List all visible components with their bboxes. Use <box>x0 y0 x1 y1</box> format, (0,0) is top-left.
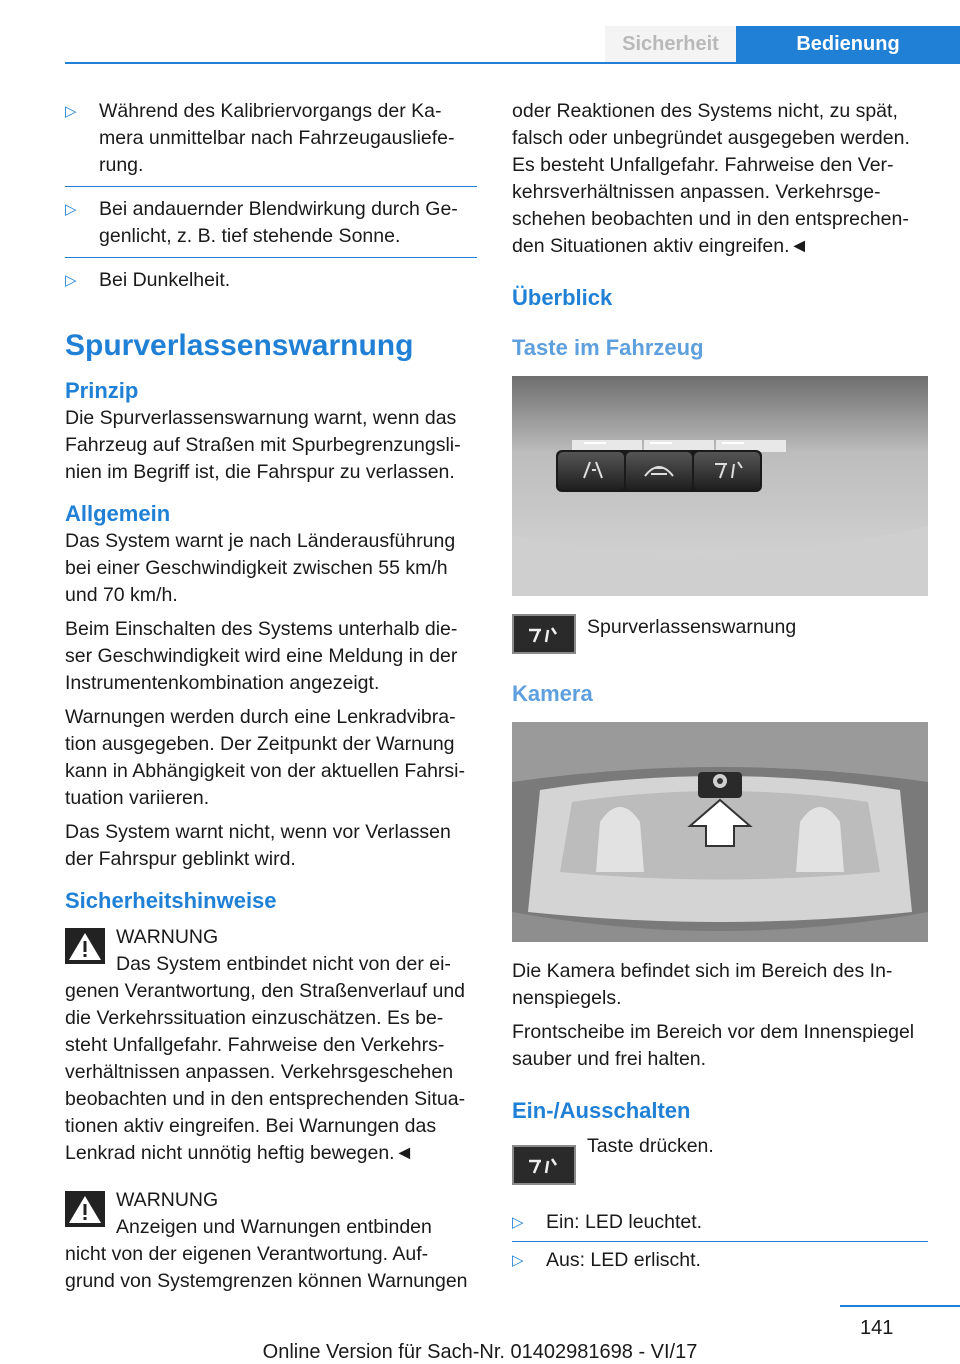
warning-box <box>65 1187 477 1295</box>
list-item <box>65 196 477 250</box>
list-item <box>65 267 477 294</box>
list-item <box>65 98 477 179</box>
section-heading-sicherheitshinweise: Sicherheitshinweise <box>65 888 277 913</box>
warning-text: nicht von der eigenen Verantwortung. Auf‐ grund von Systemgrenzen können Warnungen <box>65 1243 468 1292</box>
list-item-text: Ein: LED leuchtet. <box>546 1211 703 1233</box>
triangle-bullet-icon: ▷ <box>512 1252 524 1269</box>
camera-text: Die Kamera befindet sich im Bereich des In‐ nenspiegels. <box>512 960 893 1009</box>
divider <box>65 257 477 258</box>
onoff-row <box>512 1133 928 1185</box>
warning-triangle-icon <box>65 1191 105 1227</box>
warning-text: genen Verantwortung, den Straßenverlauf und die Verkehrssituation einzuschätzen. Es be‐ steht Unfallgefahr. Fahrweise den Verkehrs‐ verhältnissen anpassen. Verkehrsgeschehen beobachten und in den entsprechenden Situa‐ tionen aktiv eingreifen. Bei Warnungen das Lenkrad nicht unnötig heftig bewegen.◄ <box>65 980 466 1164</box>
subheading-kamera: Kamera <box>512 681 593 706</box>
tab-sicherheit[interactable]: Sicherheit <box>605 26 736 62</box>
lane-departure-button-icon <box>512 614 576 654</box>
list-item <box>512 1247 928 1274</box>
principle-text: Die Spurverlassenswarnung warnt, wenn das Fahrzeug auf Straßen mit Spurbegrenzungsli‐ nien im Begriff ist, die Fahrspur zu verlassen. <box>65 407 461 483</box>
warning-box <box>65 924 477 1167</box>
button-caption-row <box>512 614 928 654</box>
list-item-text: Während des Kalibriervorgangs der Ka‐ mera unmittelbar nach Fahrzeugausliefe‐ rung. <box>99 100 455 176</box>
left-column <box>65 98 477 1295</box>
general-paragraph: Das System warnt je nach Länderausführung bei einer Geschwindigkeit zwischen 55 km/h und 70 km/h. <box>65 530 456 606</box>
footer-text: Online Version für Sach-Nr. 01402981698 - VI/17 <box>262 1341 698 1363</box>
list-item-text: Bei andauernder Blendwirkung durch Ge‐ genlicht, z. B. tief stehende Sonne. <box>99 198 458 247</box>
triangle-bullet-icon: ▷ <box>65 272 77 289</box>
subheading-taste: Taste im Fahrzeug <box>512 335 704 360</box>
triangle-bullet-icon: ▷ <box>512 1214 524 1231</box>
camera-text: Frontscheibe im Bereich vor dem Innenspiegel sauber und frei halten. <box>512 1021 915 1070</box>
tab-bedienung[interactable]: Bedienung <box>736 26 960 62</box>
general-paragraph: Warnungen werden durch eine Lenkradvibra‐ tion ausgegeben. Der Zeitpunkt der Warnung kann in Abhängigkeit von der aktuellen Fahrsi‐ tuation variieren. <box>65 706 465 809</box>
warning-line: Anzeigen und Warnungen entbinden <box>116 1216 432 1238</box>
camera-location-photo <box>512 722 928 942</box>
warning-label: WARNUNG <box>116 1189 219 1211</box>
section-heading-allgemein: Allgemein <box>65 501 171 526</box>
section-heading-ein-ausschalten: Ein-/Ausschalten <box>512 1098 691 1123</box>
onoff-text: Taste drücken. <box>587 1135 714 1157</box>
general-paragraph: Das System warnt nicht, wenn vor Verlassen der Fahrspur geblinkt wird. <box>65 821 451 870</box>
right-column <box>512 98 928 1274</box>
list-item <box>512 1209 928 1236</box>
list-item-text: Bei Dunkelheit. <box>99 269 231 291</box>
section-heading-ueberblick: Überblick <box>512 285 613 310</box>
triangle-bullet-icon: ▷ <box>65 201 77 218</box>
header-rule <box>65 62 960 64</box>
lane-departure-button-icon <box>512 1145 576 1185</box>
list-item-text: Aus: LED erlischt. <box>546 1249 701 1271</box>
page-number: 141 <box>860 1317 894 1339</box>
button-caption: Spurverlassenswarnung <box>587 616 797 638</box>
page-number-rule <box>840 1305 960 1307</box>
divider <box>65 186 477 187</box>
page-title: Spurverlassenswarnung <box>65 329 414 362</box>
warning-label: WARNUNG <box>116 926 219 948</box>
triangle-bullet-icon: ▷ <box>65 103 77 120</box>
header-tabs <box>605 26 960 62</box>
button-panel-photo <box>512 376 928 596</box>
general-paragraph: Beim Einschalten des Systems unterhalb die‐ ser Geschwindigkeit wird eine Meldung in der Instrumentenkombination angezeigt. <box>65 618 458 694</box>
warning-continuation: oder Reaktionen des Systems nicht, zu spät, falsch oder unbegründet ausgegeben werden. Es besteht Unfallgefahr. Fahrweise den Ver‐ kehrsverhältnissen anpassen. Verkehrsge‐ schehen beobachten und in den entsprechen‐ den Situationen aktiv eingreifen.◄ <box>512 100 910 257</box>
divider <box>512 1241 928 1242</box>
section-heading-prinzip: Prinzip <box>65 378 139 403</box>
warning-triangle-icon <box>65 928 105 964</box>
warning-line: Das System entbindet nicht von der ei‐ <box>116 953 451 975</box>
